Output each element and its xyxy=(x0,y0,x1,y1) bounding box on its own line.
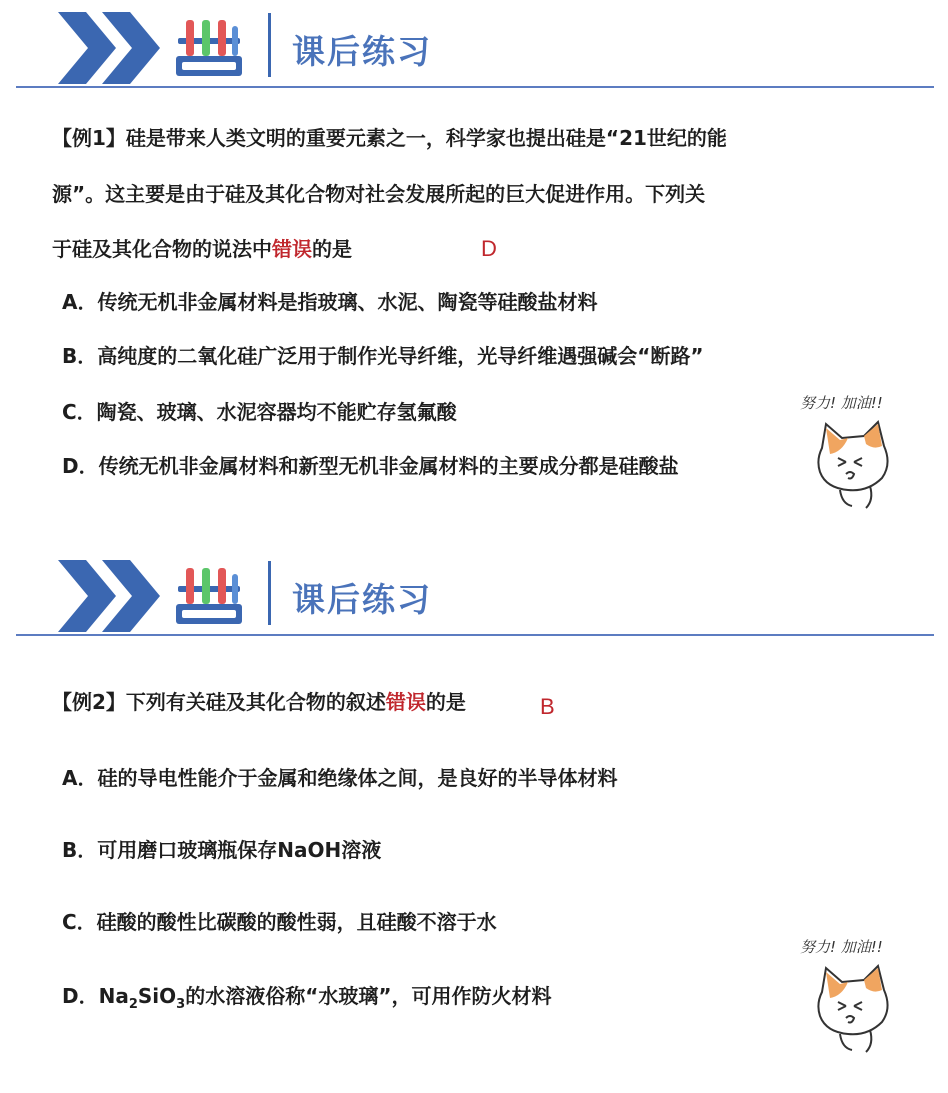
cat-sticker-icon xyxy=(812,418,898,510)
header-title: 课后练习 xyxy=(292,580,432,619)
option-b: B．高纯度的二氧化硅广泛用于制作光导纤维，光导纤维遇强碱会“断路” xyxy=(62,344,704,368)
option-d: D．传统无机非金属材料和新型无机非金属材料的主要成分都是硅酸盐 xyxy=(62,454,679,478)
question-1-line-2: 源”。这主要是由于硅及其化合物对社会发展所起的巨大促进作用。下列关 xyxy=(52,182,706,206)
question-text: 的是 xyxy=(312,237,352,261)
cheer-text: 努力! 加油!! xyxy=(800,394,883,412)
test-tube-rack-icon xyxy=(174,16,244,78)
question-text: 于硅及其化合物的说法中 xyxy=(52,237,272,261)
question-1-line-1 xyxy=(52,110,727,166)
header-rule xyxy=(16,86,934,88)
test-tube-rack-icon xyxy=(174,564,244,626)
question-text: 下列有关硅及其化合物的叙述 xyxy=(125,690,386,714)
option-a: A．硅的导电性能介于金属和绝缘体之间，是良好的半导体材料 xyxy=(62,766,618,790)
header-divider xyxy=(268,13,271,77)
cheer-text: 努力! 加油!! xyxy=(800,938,883,956)
chevron-right-icon xyxy=(58,12,168,84)
header-rule xyxy=(16,634,934,636)
question-2-line-1 xyxy=(52,674,466,730)
question-tag: 【例1】 xyxy=(52,126,126,150)
question-tag: 【例2】 xyxy=(52,690,126,714)
header-divider xyxy=(268,561,271,625)
question-emphasis: 错误 xyxy=(272,237,312,261)
option-c: C．硅酸的酸性比碳酸的酸性弱，且硅酸不溶于水 xyxy=(62,910,497,934)
chevron-right-icon xyxy=(58,560,168,632)
question-text: 的是 xyxy=(425,690,466,714)
question-1-line-3 xyxy=(52,221,352,277)
header-title: 课后练习 xyxy=(292,32,432,71)
option-b: B．可用磨口玻璃瓶保存NaOH溶液 xyxy=(62,838,382,862)
answer-mark: D xyxy=(481,236,497,261)
section-header-2 xyxy=(0,548,948,638)
question-text: 硅是带来人类文明的重要元素之一，科学家也提出硅是“21世纪的能 xyxy=(125,126,727,150)
question-emphasis: 错误 xyxy=(385,690,426,714)
option-d: D．$Na_2SiO_3$的水溶液俗称“水玻璃”，可用作防火材料 xyxy=(62,984,552,1012)
answer-mark: B xyxy=(540,694,555,719)
option-c: C．陶瓷、玻璃、水泥容器均不能贮存氢氟酸 xyxy=(62,400,457,424)
section-header-1 xyxy=(0,0,948,90)
cat-sticker-icon xyxy=(812,962,898,1054)
option-a: A．传统无机非金属材料是指玻璃、水泥、陶瓷等硅酸盐材料 xyxy=(62,290,598,314)
